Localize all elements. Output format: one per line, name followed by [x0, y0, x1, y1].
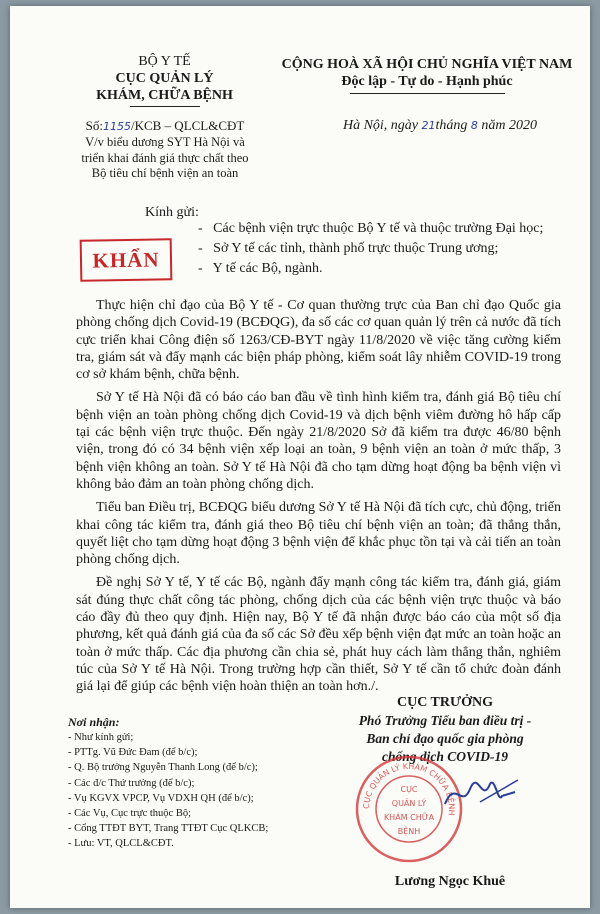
handwritten-signature-icon [440, 774, 520, 814]
recipient-item: - Các bệnh viện trực thuộc Bộ Y tế và thuộc trường Đại học; [198, 219, 543, 239]
recipient-item: - Sở Y tế các tỉnh, thành phố trực thuộc Trung ương; [198, 239, 543, 259]
receiver-item: - Q. Bộ trưởng Nguyễn Thanh Long (để b/c); [68, 762, 258, 774]
urgent-stamp: KHẨN [80, 238, 173, 282]
doc-no-suffix: /KCB – QLCL&CĐT [130, 118, 245, 133]
seal-line: QUẢN LÝ [391, 799, 427, 808]
issuer-underline [130, 106, 200, 107]
receiver-item: - PTTg. Vũ Đức Đam (để b/c); [68, 747, 198, 759]
body-paragraph: Sở Y tế Hà Nội đã có báo cáo ban đầu về tình hình kiểm tra, đánh giá Bộ tiêu chí bệnh viện an toàn phòng chống dịch Covid-19 và dịch bệnh viêm đường hô hấp cấp tại các bệnh viện trực thuộc. Đến ngày 21/8/2020 Sở đã kiểm tra được 46/80 bệnh viện, trong đó có 34 bệnh viện xếp loại an toàn, 9 bệnh viện an toàn ở mức thấp, 3 bệnh viện không an toàn. Sở Y tế Hà Nội đã cho tạm dừng hoạt động ba bệnh viện vì không bảo đảm an toàn phòng chống dịch. [76, 390, 561, 492]
subject-block [50, 135, 280, 182]
signature-role: Phó Trưởng Tiểu ban điều trị - [358, 713, 532, 728]
doc-no-handwritten: 1155 [102, 120, 131, 133]
nation-block [267, 56, 587, 94]
recipients-label: Kính gửi: [145, 205, 199, 220]
receiver-item: - Cổng TTĐT BYT, Trang TTĐT Cục QLKCB; [68, 823, 269, 835]
seal-line: KHÁM CHỮA [383, 813, 435, 822]
date-mid: tháng [435, 118, 468, 133]
nation-motto: Độc lập - Tự do - Hạnh phúc [341, 74, 513, 89]
date-day: 21 [421, 119, 436, 132]
date-prefix: Hà Nội, ngày [342, 118, 419, 133]
receiver-item: - Các Vụ, Cục trực thuộc Bộ; [68, 808, 192, 820]
subject-line: V/v biểu dương SYT Hà Nội và [85, 135, 245, 149]
body-paragraph: Thực hiện chỉ đạo của Bộ Y tế - Cơ quan thường trực của Ban chỉ đạo Quốc gia phòng chống dịch Covid-19 (BCĐQG), đa số các cơ quan quản lý trên cả nước đã tích cực triển khai Công điện số 1263/CĐ-BYT ngày 11/8/2020 về việc tăng cường kiểm tra, giám sát và đẩy mạnh các biện pháp phòng, kiểm soát lây nhiễm COVID-19 trong cơ sở khám bệnh, chữa bệnh. [76, 298, 561, 383]
receiver-item: - Như kính gửi; [68, 732, 134, 743]
seal-line: BỆNH [397, 827, 421, 836]
signature-role: chống dịch COVID-19 [381, 749, 508, 764]
body-paragraph: Tiểu ban Điều trị, BCĐQG biểu dương Sở Y tế Hà Nội đã tích cực, chủ động, triển khai công tác kiểm tra, đánh giá theo Bộ tiêu chí bệnh viện an toàn; đã thẳng thắn, quyết liệt cho tạm dừng hoạt động 3 bệnh viện để khắc phục tồn tại và cải tiến an toàn phòng chống dịch. [76, 500, 561, 568]
receiver-item: - Các đ/c Thứ trưởng (để b/c); [68, 777, 195, 789]
signer-name: Lương Ngọc Khuê [394, 874, 506, 889]
receivers-title: Nơi nhận: [68, 715, 120, 729]
signature-title: CỤC TRƯỞNG [396, 695, 494, 710]
recipient-item: - Y tế các Bộ, ngành. [198, 259, 543, 279]
nation-title: CỘNG HOÀ XÃ HỘI CHỦ NGHĨA VIỆT NAM [281, 57, 573, 72]
issuer-block [62, 54, 267, 107]
motto-underline [350, 93, 505, 94]
date-suffix: năm 2020 [481, 118, 538, 133]
receiver-item: - Vụ KGVX VPCP, Vụ VDXH QH (để b/c); [68, 792, 254, 804]
date-line [310, 118, 570, 134]
seal-ring-text: CỤC QUẢN LÝ KHÁM CHỮA BỆNH [361, 761, 457, 816]
receiver-item: - Lưu: VT, QLCL&CĐT. [68, 838, 174, 850]
subject-line: Bộ tiêu chí bệnh viện an toàn [91, 166, 239, 180]
department-line2: KHÁM, CHỮA BỆNH [96, 88, 233, 103]
body-paragraph: Đề nghị Sở Y tế, Y tế các Bộ, ngành đẩy mạnh công tác kiểm tra, đánh giá, giám sát đúng thực chất công tác phòng, chống dịch của các bệnh viện trực thuộc và báo cáo đầy đủ theo quy định. Hiện nay, Bộ Y tế đã nhận được báo cáo của một số địa phương, kết quả đánh giá của đa số các Sở đều xếp bệnh viện đạt mức an toàn hoặc an toàn ở mức thấp. Các địa phương cần chia sẻ, phát huy cách làm thẳng thắn, nghiêm túc của Sở Y tế Hà Nội. Trong trường hợp cần thiết, Sở Y tế cần tổ chức đoàn đánh giá lại để giúp các bệnh viện hoàn thiện an toàn hơn./. [76, 575, 561, 695]
doc-no-prefix: Số: [85, 118, 103, 133]
seal-line: CỤC [400, 785, 418, 794]
department-line1: CỤC QUẢN LÝ [115, 71, 214, 86]
ministry-name: BỘ Y TẾ [138, 54, 191, 69]
subject-line: triển khai đánh giá thực chất theo [81, 150, 249, 165]
signature-role: Ban chỉ đạo quốc gia phòng [366, 731, 524, 746]
date-month: 8 [470, 119, 478, 132]
letter-body [76, 297, 561, 702]
document-page [10, 6, 590, 908]
receivers-block [68, 714, 328, 852]
document-number [65, 118, 265, 134]
recipients-list [198, 219, 543, 279]
